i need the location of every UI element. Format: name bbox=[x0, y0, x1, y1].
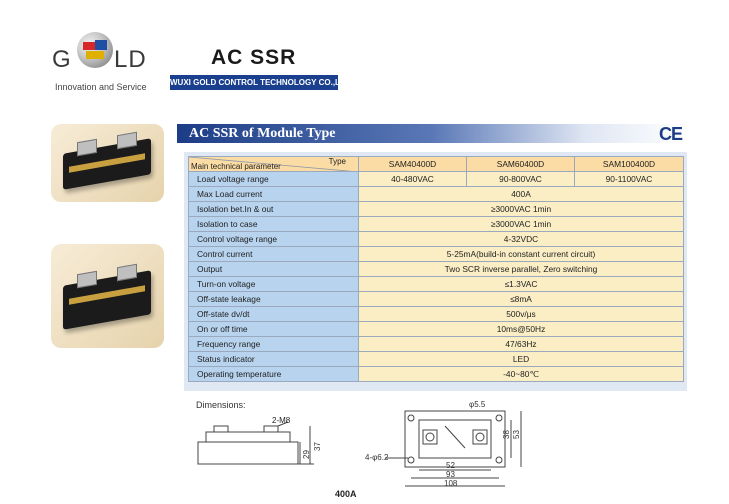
table-header-row bbox=[189, 157, 684, 172]
company-logo bbox=[52, 32, 172, 92]
table-row bbox=[189, 367, 684, 382]
company-name-bar: WUXI GOLD CONTROL TECHNOLOGY CO.,LTD. bbox=[170, 75, 338, 90]
table-row bbox=[189, 352, 684, 367]
ce-mark: CE bbox=[659, 124, 683, 144]
width-2: 93 bbox=[446, 470, 455, 479]
corner-type-label: Type bbox=[328, 157, 346, 166]
param-name: Status indicator bbox=[189, 352, 359, 367]
param-value: 90-1100VAC bbox=[575, 172, 684, 187]
table-row bbox=[189, 292, 684, 307]
param-value: LED bbox=[359, 352, 684, 367]
dimensions-label: Dimensions: bbox=[196, 400, 246, 410]
logo-text-left: G bbox=[52, 46, 72, 73]
param-value: 500v/μs bbox=[359, 307, 684, 322]
product-photo bbox=[51, 244, 164, 348]
table-row bbox=[189, 187, 684, 202]
table-row bbox=[189, 247, 684, 262]
table-row bbox=[189, 172, 684, 187]
side-view-drawing bbox=[192, 412, 332, 472]
section-banner bbox=[177, 124, 687, 143]
spec-table-container bbox=[184, 152, 687, 391]
spec-table bbox=[188, 156, 684, 382]
table-row bbox=[189, 217, 684, 232]
page-title: AC SSR bbox=[211, 46, 297, 69]
param-value: 47/63Hz bbox=[359, 337, 684, 352]
table-row bbox=[189, 202, 684, 217]
logo-tagline: Innovation and Service bbox=[55, 82, 147, 92]
mount-holes-label: 4-φ6.2 bbox=[365, 453, 389, 462]
model-header: SAM60400D bbox=[467, 157, 575, 172]
width-1: 52 bbox=[446, 461, 455, 470]
param-value: 4-32VDC bbox=[359, 232, 684, 247]
corner-param-label: Main technical parameter bbox=[191, 162, 281, 171]
param-value: ≤1.3VAC bbox=[359, 277, 684, 292]
param-name: On or off time bbox=[189, 322, 359, 337]
model-current-label: 400A bbox=[335, 489, 357, 499]
model-header: SAM40400D bbox=[359, 157, 467, 172]
width-3: 108 bbox=[444, 479, 458, 488]
param-name: Output bbox=[189, 262, 359, 277]
table-row bbox=[189, 307, 684, 322]
param-value: Two SCR inverse parallel, Zero switching bbox=[359, 262, 684, 277]
table-row bbox=[189, 337, 684, 352]
param-name: Control voltage range bbox=[189, 232, 359, 247]
param-value: ≥3000VAC 1min bbox=[359, 202, 684, 217]
param-value: ≤8mA bbox=[359, 292, 684, 307]
param-name: Off-state dv/dt bbox=[189, 307, 359, 322]
top-height-2: 53 bbox=[511, 430, 521, 439]
param-name: Isolation bet.In & out bbox=[189, 202, 359, 217]
param-name: Max Load current bbox=[189, 187, 359, 202]
screw-label: 2-M8 bbox=[272, 416, 291, 425]
table-corner-cell bbox=[189, 157, 359, 172]
param-name: Isolation to case bbox=[189, 217, 359, 232]
param-value: ≥3000VAC 1min bbox=[359, 217, 684, 232]
param-name: Frequency range bbox=[189, 337, 359, 352]
param-value: 90-800VAC bbox=[467, 172, 575, 187]
param-value: 10ms@50Hz bbox=[359, 322, 684, 337]
ssr-module-image bbox=[63, 138, 151, 190]
param-name: Operating temperature bbox=[189, 367, 359, 382]
logo-text-right: LD bbox=[114, 46, 147, 73]
param-name: Off-state leakage bbox=[189, 292, 359, 307]
param-name: Load voltage range bbox=[189, 172, 359, 187]
table-row bbox=[189, 262, 684, 277]
param-value: 40-480VAC bbox=[359, 172, 467, 187]
table-row bbox=[189, 277, 684, 292]
side-height-1: 29 bbox=[301, 450, 311, 459]
globe-icon bbox=[77, 32, 113, 68]
param-value: -40~80℃ bbox=[359, 367, 684, 382]
param-name: Turn-on voltage bbox=[189, 277, 359, 292]
top-height-1: 38 bbox=[501, 430, 511, 439]
ssr-module-image bbox=[63, 270, 151, 330]
param-value: 400A bbox=[359, 187, 684, 202]
hole-dia-label: φ5.5 bbox=[469, 400, 486, 409]
section-title: AC SSR of Module Type bbox=[189, 126, 336, 141]
param-value: 5-25mA(build-in constant current circuit) bbox=[359, 247, 684, 262]
table-row bbox=[189, 322, 684, 337]
model-header: SAM100400D bbox=[575, 157, 684, 172]
param-name: Control current bbox=[189, 247, 359, 262]
table-row bbox=[189, 232, 684, 247]
side-height-2: 37 bbox=[312, 442, 322, 451]
product-photo bbox=[51, 124, 164, 202]
